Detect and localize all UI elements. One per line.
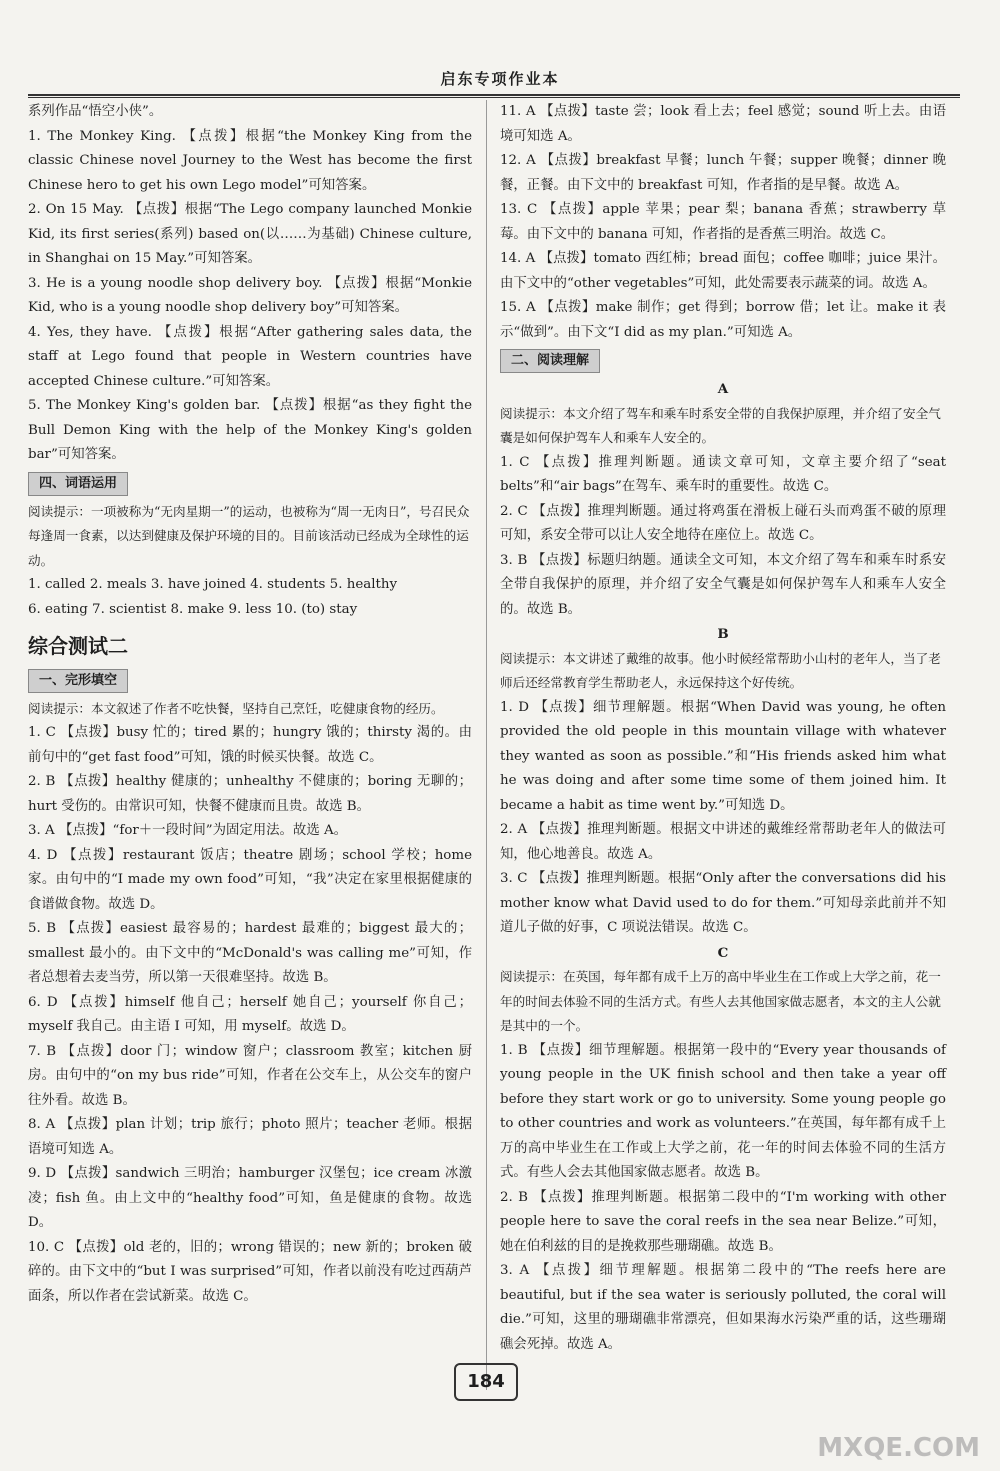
answer-item: 1. B 【点拨】细节理解题。根据第一段中的“Every year thousands of young people in the UK finish school and then take a year off before they start work or go to university. Some young people go to other countries and work as volunteers.”在英国，每年都有成千上万的高中毕业生在工作或上大学之前，花一年的时间去体验不同的生活方式。有些人会去其他国家做志愿者。故选 B。	[500, 1042, 946, 1180]
answer-item: 1. The Monkey King. 【点拨】根据“the Monkey King from the classic Chinese novel Journey to the West has become the first Chinese hero to get his own Lego model”可知答案。	[28, 128, 472, 193]
left-column	[28, 100, 472, 1309]
answer-item: 1. C 【点拨】busy 忙的；tired 累的；hungry 饿的；thirsty 渴的。由前句中的“get fast food”可知，饿的时候买快餐。故选 C。	[28, 725, 472, 765]
answer-item: 12. A 【点拨】breakfast 早餐；lunch 午餐；supper 晚餐；dinner 晚餐，正餐。由下文中的 breakfast 可知，作者指的是早餐。故选 A。	[500, 153, 946, 193]
answer-item: 7. B 【点拨】door 门；window 窗户；classroom 教室；kitchen 厨房。由句中的“on my bus ride”可知，作者在公交车上，从公交车的窗户往外看。故选 B。	[28, 1043, 472, 1108]
answer-item: 3. C 【点拨】推理判断题。根据“Only after the conversations did his mother know what David used to do for them.”可知母亲此前并不知道儿子做的好事，C 项说法错误。故选 C。	[500, 871, 946, 935]
answer-item: 14. A 【点拨】tomato 西红柿；bread 面包；coffee 咖啡；juice 果汁。由下文中的“other vegetables”可知，此处需要表示蔬菜的词。故选 A。	[500, 251, 946, 291]
answer-item: 3. A 【点拨】“for＋一段时间”为固定用法。故选 A。	[28, 823, 348, 838]
answer-item: 2. B 【点拨】healthy 健康的；unhealthy 不健康的；boring 无聊的；hurt 受伤的。由常识可知，快餐不健康而且贵。故选 B。	[28, 774, 472, 814]
section-heading: 一、完形填空	[28, 669, 128, 693]
answer-item: 2. B 【点拨】推理判断题。根据第二段中的“I'm working with other people here to save the coral reefs in the sea near Belize.”可知，她在伯利兹的目的是挽救那些珊瑚礁。故选 B。	[500, 1189, 946, 1254]
answer-item: 系列作品“悟空小侠”。	[28, 104, 163, 119]
page-header-title: 启东专项作业本	[440, 70, 560, 88]
passage-letter: C	[717, 944, 729, 961]
answer-item: 3. He is a young noodle shop delivery boy. 【点拨】根据“Monkie Kid, who is a young noodle shop delivery boy”可知答案。	[28, 275, 472, 315]
reading-tip: 阅读提示：在英国，每年都有成千上万的高中毕业生在工作或上大学之前，花一年的时间去体验不同的生活方式。有些人去其他国家做志愿者，本文的主人公就是其中的一个。	[500, 969, 941, 1033]
section-heading: 二、阅读理解	[500, 349, 600, 373]
answer-item: 6. D 【点拨】himself 他自己；herself 她自己；yourself 你自己；myself 我自己。由主语 I 可知，用 myself。故选 D。	[28, 994, 472, 1034]
test-title: 综合测试二	[28, 634, 128, 658]
answer-item: 2. A 【点拨】推理判断题。根据文中讲述的戴维经常帮助老年人的做法可知，他心地善良。故选 A。	[500, 822, 946, 862]
page-number: 184	[454, 1363, 518, 1401]
reading-tip: 阅读提示：本文讲述了戴维的故事。他小时候经常帮助小山村的老年人，当了老师后还经常教育学生帮助老人，永远保持这个好传统。	[500, 650, 941, 690]
header-rule-thin	[28, 97, 960, 98]
reading-tip: 阅读提示：本文介绍了驾车和乘车时系安全带的自我保护原理，并介绍了安全气囊是如何保护驾车人和乘车人安全的。	[500, 405, 941, 445]
answer-item: 6. eating 7. scientist 8. make 9. less 10. (to) stay	[28, 601, 358, 617]
answer-item: 2. On 15 May. 【点拨】根据“The Lego company launched Monkie Kid, its first series(系列) based on(以……为基础) Chinese culture, in Shanghai on 15 May.”可知答案。	[28, 202, 472, 266]
answer-item: 4. Yes, they have. 【点拨】根据“After gathering sales data, the staff at Lego found that people in Western countries have accepted Chinese culture.”可知答案。	[28, 324, 472, 389]
section-heading: 四、词语运用	[28, 472, 128, 496]
column-divider	[486, 100, 487, 1390]
answer-item: 9. D 【点拨】sandwich 三明治；hamburger 汉堡包；ice cream 冰激凌；fish 鱼。由上文中的“healthy food”可知，鱼是健康的食物。故选 D。	[28, 1166, 472, 1230]
answer-item: 5. B 【点拨】easiest 最容易的；hardest 最难的；biggest 最大的；smallest 最小的。由下文中的“McDonald's was calling me”可知，作者总想着去麦当劳，所以第一天很难坚持。故选 B。	[28, 921, 472, 985]
answer-item: 3. A 【点拨】细节理解题。根据第二段中的“The reefs here are beautiful, but if the sea water is seriously polluted, the coral will die.”可知，这里的珊瑚礁非常漂亮，但如果海水污染严重的话，这些珊瑚礁会死掉。故选 A。	[500, 1263, 946, 1352]
answer-item: 10. C 【点拨】old 老的，旧的；wrong 错误的；new 新的；broken 破碎的。由下文中的“but I was surprised”可知，作者以前没有吃过西葫芦面条，所以作者在尝试新菜。故选 C。	[28, 1239, 472, 1304]
answer-item: 8. A 【点拨】plan 计划；trip 旅行；photo 照片；teacher 老师。根据语境可知选 A。	[28, 1117, 472, 1157]
reading-tip: 阅读提示：一项被称为“无肉星期一”的运动，也被称为“周一无肉日”，号召民众每逢周一食素，以达到健康及保护环境的目的。目前该活动已经成为全球性的运动。	[28, 503, 470, 568]
header-rule	[28, 94, 960, 96]
answer-item: 15. A 【点拨】make 制作；get 得到；borrow 借；let 让。make it 表示“做到”。由下文“I did as my plan.”可知选 A。	[500, 300, 946, 340]
answer-item: 13. C 【点拨】apple 苹果；pear 梨；banana 香蕉；strawberry 草莓。由下文中的 banana 可知，作者指的是香蕉三明治。故选 C。	[500, 202, 946, 242]
passage-letter: A	[717, 381, 729, 397]
answer-item: 4. D 【点拨】restaurant 饭店；theatre 剧场；school 学校；home 家。由句中的“I made my own food”可知，“我”决定在家里根据健康的食谱做食物。故选 D。	[28, 847, 472, 912]
answer-item: 2. C 【点拨】推理判断题。通过将鸡蛋在滑板上碰石头而鸡蛋不破的原理可知，系安全带可以让人安全地待在座位上。故选 C。	[500, 503, 946, 543]
answer-item: 11. A 【点拨】taste 尝；look 看上去；feel 感觉；sound 听上去。由语境可知选 A。	[500, 104, 946, 144]
answer-item: 1. D 【点拨】细节理解题。根据“When David was young, he often provided the old people in this mountain village with whatever they wanted as soon as possible.”和“His friends asked him what he was doing and after some time some of them joined him. It became a habit as time went by.”可知选 D。	[500, 699, 946, 813]
watermark-logo: MXQE.COM	[817, 1433, 980, 1463]
answer-item: 5. The Monkey King's golden bar. 【点拨】根据“as they fight the Bull Demon King with the help of the Monkey King's golden bar”可知答案。	[28, 398, 472, 462]
answer-item: 1. C 【点拨】推理判断题。通读文章可知，文章主要介绍了“seat belts”和“air bags”在驾车、乘车时的重要性。故选 C。	[500, 454, 946, 494]
answer-item: 1. called 2. meals 3. have joined 4. students 5. healthy	[28, 577, 398, 592]
answer-item: 3. B 【点拨】标题归纳题。通读全文可知，本文介绍了驾车和乘车时系安全带自我保护的原理，并介绍了安全气囊是如何保护驾车人和乘车人安全的。故选 B。	[500, 552, 946, 617]
reading-tip: 阅读提示：本文叙述了作者不吃快餐，坚持自己烹饪，吃健康食物的经历。	[28, 700, 444, 716]
passage-letter: B	[717, 626, 729, 642]
right-column	[500, 100, 946, 1357]
